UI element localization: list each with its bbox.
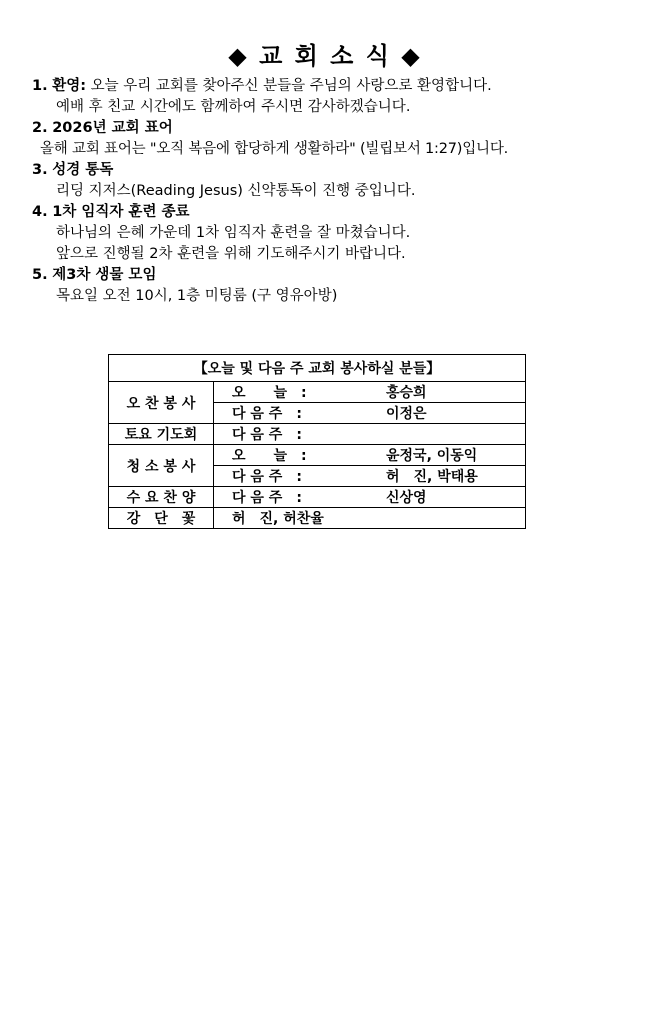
when-cell: 다 음 주 : — [214, 403, 367, 424]
news-label: 2026년 교회 표어 — [52, 120, 173, 136]
news-number: 4. — [32, 204, 48, 220]
when-cell: 오 늘 : — [214, 382, 367, 403]
news-item-bible-reading — [32, 160, 632, 202]
news-number: 1. — [32, 78, 48, 94]
when-cell: 오 늘 : — [214, 445, 367, 466]
service-table — [108, 354, 526, 529]
role-cell: 수 요 찬 양 — [109, 487, 214, 508]
role-cell: 오 찬 봉 사 — [109, 382, 214, 424]
news-number: 3. — [32, 162, 48, 178]
news-list — [32, 76, 632, 307]
names-cell: 윤정국, 이동익 — [366, 445, 526, 466]
role-cell: 강 단 꽃 — [109, 508, 214, 529]
news-line: 예배 후 친교 시간에도 함께하여 주시면 감사하겠습니다. — [56, 99, 411, 115]
news-inline-text: 오늘 우리 교회를 찾아주신 분들을 주님의 사랑으로 환영합니다. — [90, 78, 492, 94]
service-table-header: 【오늘 및 다음 주 교회 봉사하실 분들】 — [109, 355, 526, 382]
names-cell: 홍승희 — [366, 382, 526, 403]
names-cell: 이정은 — [366, 403, 526, 424]
role-cell: 청 소 봉 사 — [109, 445, 214, 487]
service-table-header-row — [109, 355, 526, 382]
when-cell: 다 음 주 : — [214, 466, 367, 487]
table-row — [109, 508, 526, 529]
table-row — [109, 424, 526, 445]
news-item-welcome — [32, 76, 632, 118]
news-line: 목요일 오전 10시, 1층 미팅룸 (구 영유아방) — [56, 288, 338, 304]
news-label: 환영: — [52, 78, 87, 94]
news-line: 앞으로 진행될 2차 훈련을 위해 기도해주시기 바랍니다. — [56, 246, 406, 262]
news-label: 제3차 생물 모임 — [52, 267, 157, 283]
news-label: 1차 임직자 훈련 종료 — [52, 204, 190, 220]
when-cell: 다 음 주 : — [214, 487, 367, 508]
table-row — [109, 487, 526, 508]
names-cell — [366, 424, 526, 445]
role-cell: 토요 기도회 — [109, 424, 214, 445]
table-row — [109, 445, 526, 466]
news-item-motto — [32, 118, 632, 160]
names-cell: 허 진, 박태용 — [366, 466, 526, 487]
news-number: 2. — [32, 120, 48, 136]
table-row — [109, 382, 526, 403]
page-title: ◆ 교 회 소 식 ◆ — [228, 42, 422, 70]
names-cell: 허 진, 허찬율 — [214, 508, 526, 529]
names-cell: 신상영 — [366, 487, 526, 508]
news-line: 하나님의 은혜 가운데 1차 임직자 훈련을 잘 마쳤습니다. — [56, 225, 411, 241]
when-cell: 다 음 주 : — [214, 424, 367, 445]
news-line: 올해 교회 표어는 "오직 복음에 합당하게 생활하라" (빌립보서 1:27)입니다. — [40, 141, 509, 157]
news-item-meeting — [32, 265, 632, 307]
news-line: 리딩 지저스(Reading Jesus) 신약통독이 진행 중입니다. — [56, 183, 416, 199]
news-number: 5. — [32, 267, 48, 283]
news-item-training — [32, 202, 632, 265]
news-label: 성경 통독 — [52, 162, 114, 178]
